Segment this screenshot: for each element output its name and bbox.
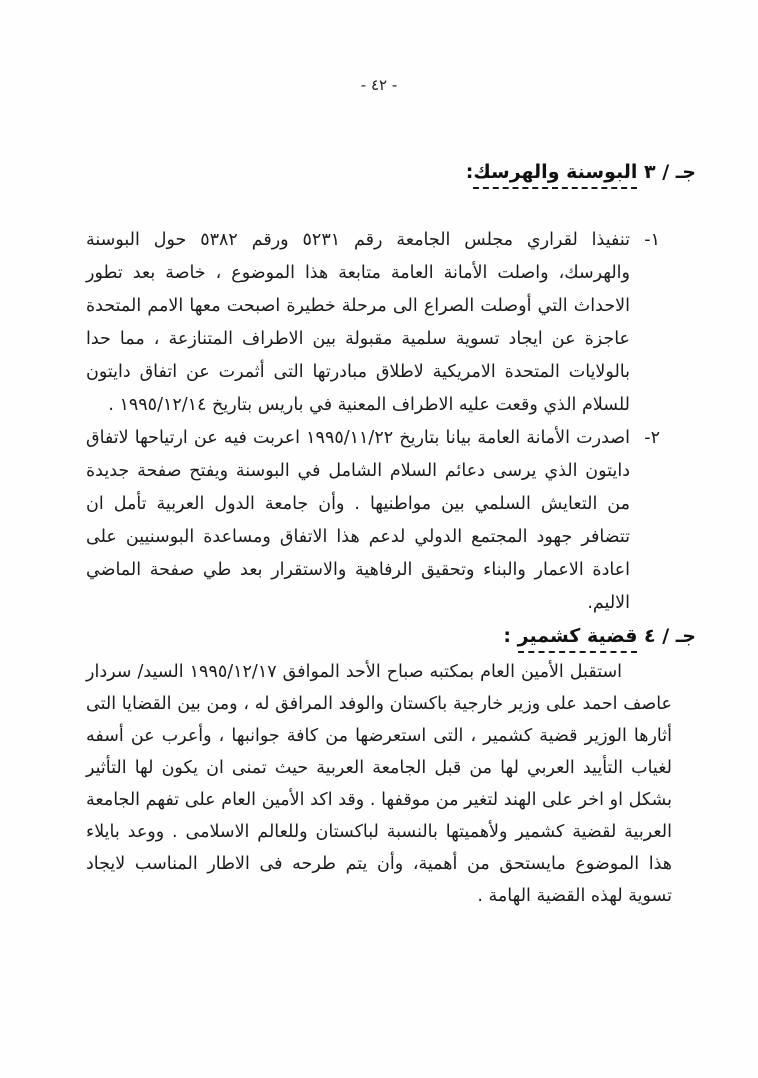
- bosnia-numbered-list: [86, 224, 660, 620]
- section-heading-title: البوسنة والهرسك: [473, 161, 637, 189]
- list-item-text: تنفيذا لقراري مجلس الجامعة رقم ٥٢٣١ ورقم ٥٣٨٢ حول البوسنة والهرسك، واصلت الأمانة العامة متابعة هذا الموضوع ، خاصة بعد تطور الاحداث التي أوصلت الصراع الى مرحلة خطيرة اصبحت معها الامم المتحدة عاجزة عن ايجاد تسوية سلمية مقبولة بين الاطراف المتنازعة ، مما حدا بالولايات المتحدة الامريكية لاطلاق مبادرتها التى أثمرت عن اتفاق دايتون للسلام الذي وقعت عليه الاطراف المعنية في باريس بتاريخ ١٩٩٥/١٢/١٤ .: [86, 230, 631, 415]
- list-item-text: اصدرت الأمانة العامة بيانا بتاريخ ١٩٩٥/١١/٢٢ اعربت فيه عن ارتياحها لاتفاق دايتون الذي يرسى دعائم السلام الشامل في البوسنة ويفتح صفحة جديدة من التعايش السلمي بين مواطنيها . وأن جامعة الدول العربية تأمل ان تتضافر جهود المجتمع الدولي لدعم هذا الاتفاق ومساعدة البوسنيين على اعادة الاعمار والبناء وتحقيق الرفاهية والاستقرار بعد طي صفحة الماضي الاليم.: [86, 428, 630, 613]
- section-heading-colon: :: [465, 161, 474, 183]
- section-heading-prefix: جـ / ٣: [637, 161, 696, 183]
- section-heading-bosnia: [466, 161, 696, 183]
- list-item-marker: ١-: [644, 230, 660, 250]
- kashmir-paragraph: استقبل الأمين العام بمكتبه صباح الأحد الموافق ١٩٩٥/١٢/١٧ السيد/ سردار عاصف احمد على وزير خارجية باكستان والوفد المرافق له ، ومن بين القضايا التى أثارها الوزير قضية كشمير ، التى استعرضها من كافة جوانبها ، وأعرب عن أسفه لغياب التأييد العربي لها من قبل الجامعة العربية حيث تمنى ان يكون لها التأثير بشكل او اخر على الهند لتغير من موقفها . وقد اكد الأمين العام على تفهم الجامعة العربية لقضية كشمير ولأهميتها بالنسبة لباكستان وللعالم الاسلامى . ووعد بايلاء هذا الموضوع مايستحق من أهمية، وأن يتم طرحه فى الاطار المناسب لايجاد تسوية لهذه القضية الهامة .: [86, 662, 672, 906]
- list-item-marker: ٢-: [644, 428, 660, 448]
- list-item: [86, 422, 660, 620]
- section-heading-kashmir: [503, 625, 696, 647]
- page-number: - ٤٢ -: [360, 76, 398, 94]
- section-heading-title: قضية كشمير: [518, 625, 638, 653]
- section-heading-prefix: جـ / ٤: [637, 625, 696, 647]
- list-item: [86, 224, 660, 422]
- section-heading-colon: :: [503, 625, 518, 647]
